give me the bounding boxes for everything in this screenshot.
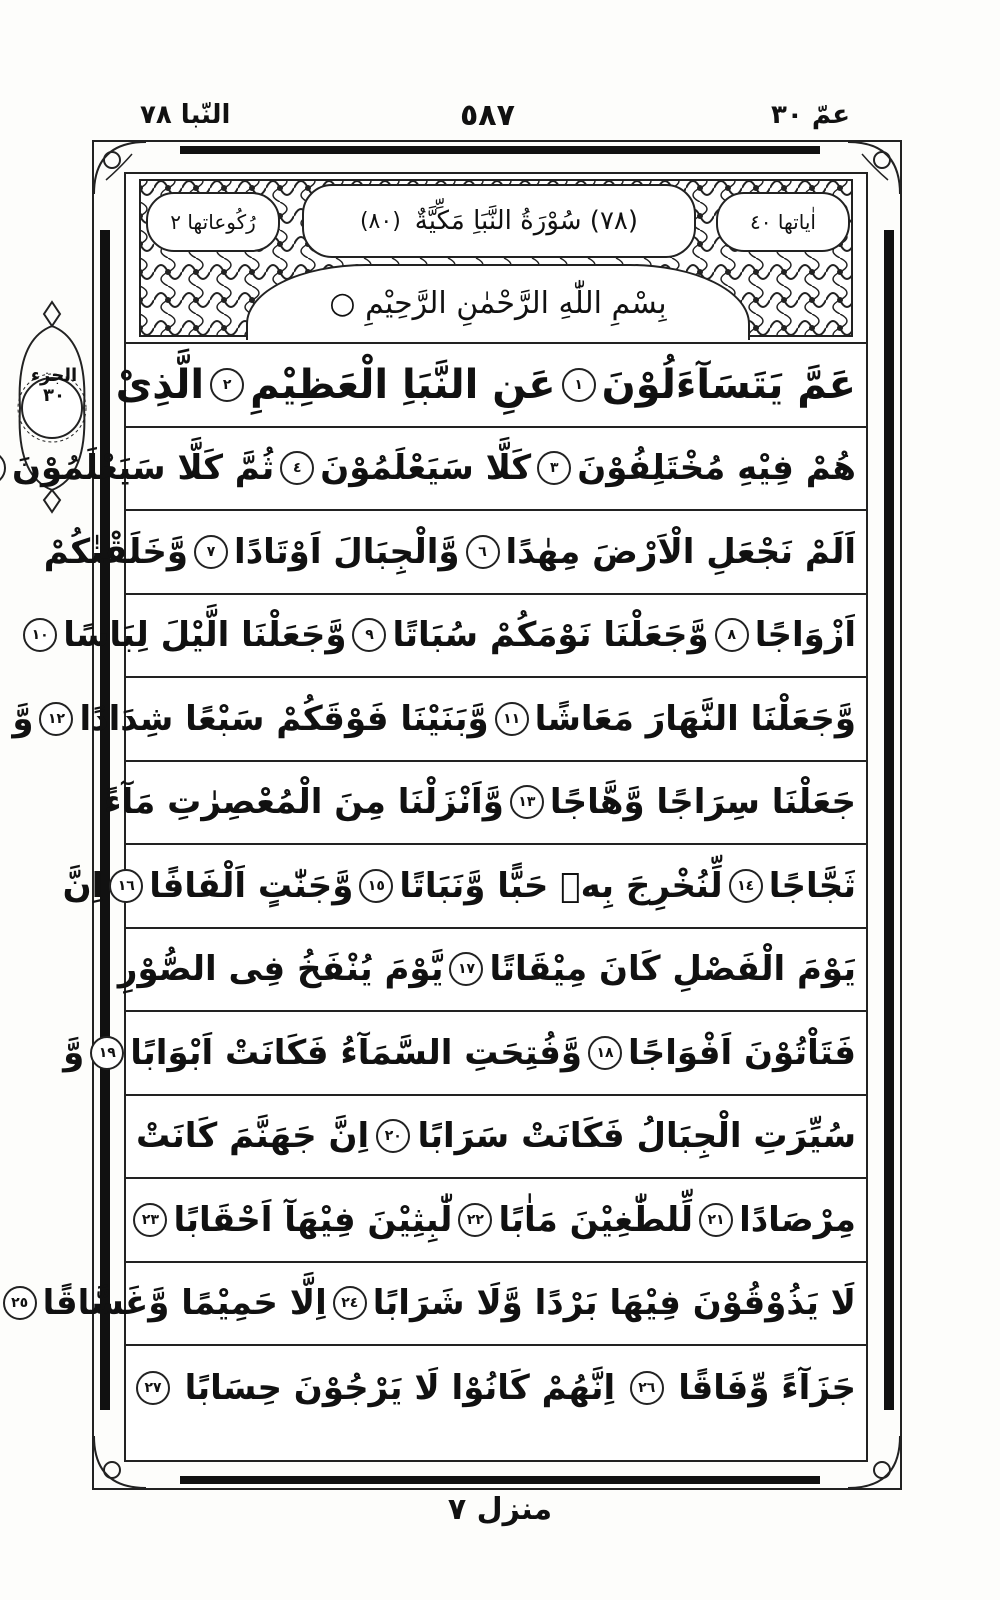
ayah-number-marker	[0, 451, 6, 485]
text-line	[63, 1012, 866, 1096]
verse-text: اِنَّ	[62, 865, 104, 906]
verse-text: لَا يَذُوْقُوْنَ فِيْهَا بَرْدًا وَّلَا شَرَابًا	[372, 1283, 856, 1324]
ayah-number-marker: ٢٣	[133, 1203, 167, 1237]
verse-text: اَلَمْ نَجْعَلِ الْاَرْضَ مِهٰدًا	[505, 531, 856, 572]
verse-text: يَوْمَ الْفَصْلِ كَانَ مِيْقَاتًا	[489, 949, 856, 990]
verse-text: وَّ	[12, 698, 34, 739]
verse-text: الَّذِىْ	[115, 361, 205, 408]
verse-text: عَمَّ يَتَسَآءَلُوْنَ	[601, 361, 856, 408]
ayah-number-marker: ٢٧	[136, 1371, 170, 1405]
ayah-number-marker: ٩	[352, 618, 386, 652]
ayah-number-marker: ١٥	[359, 869, 393, 903]
verse-text: اِنَّهُمْ كَانُوْا لَا يَرْجُوْنَ حِسَابًا	[184, 1367, 616, 1408]
verse-text: وَّاَنْزَلْنَا مِنَ الْمُعْصِرٰتِ مَآءً	[104, 782, 504, 823]
text-line	[62, 845, 866, 929]
ayah-number-marker: ١٣	[510, 785, 544, 819]
verse-text: وَّخَلَقْنٰكُمْ	[43, 531, 189, 572]
header-juz-label: عمّ ٣٠	[771, 100, 850, 130]
verse-text: لّٰبِثِيْنَ فِيْهَآ اَحْقَابًا	[173, 1199, 453, 1240]
page-number: ٥٨٧	[460, 98, 515, 133]
text-line	[115, 344, 866, 428]
ayah-number-marker: ١٢	[39, 702, 73, 736]
ayah-number-marker: ٣	[537, 451, 571, 485]
verse-text: وَّجَعَلْنَا النَّهَارَ مَعَاشًا	[534, 698, 856, 739]
text-line	[43, 511, 866, 595]
ayah-number-marker: ١١	[495, 702, 529, 736]
page-header	[120, 96, 870, 136]
ayah-number-marker: ١٨	[588, 1036, 622, 1070]
ayah-number-marker: ١٦	[109, 869, 143, 903]
rukus-count-cartouche	[146, 192, 280, 252]
bismillah-text: بِسْمِ اللّٰهِ الرَّحْمٰنِ الرَّحِيْمِ ○	[329, 285, 667, 321]
verse-text: مِرْصَادًا	[739, 1199, 856, 1240]
verse-text: لِّنُخْرِجَ بِهٖ حَبًّا وَّنَبَاتًا	[399, 865, 723, 906]
text-line	[104, 762, 866, 846]
ayah-number-marker: ٢	[210, 368, 244, 402]
ayat-count: اٰياتها ٤٠	[750, 210, 816, 234]
verse-text: عَنِ النَّبَاِ الْعَظِيْمِ	[250, 361, 556, 408]
manzil-footer: منزل ٧	[447, 1492, 553, 1527]
revelation-order: (٨٠)	[359, 208, 401, 234]
verse-text: ثَجَّاجًا	[768, 865, 856, 906]
ayah-number-marker: ٤	[280, 451, 314, 485]
rukus-count: رُكُوعاتها ٢	[170, 210, 256, 234]
ayah-number-marker: ٢٤	[333, 1286, 367, 1320]
verse-text: لِّلطّٰغِيْنَ مَاٰبًا	[498, 1199, 694, 1240]
verse-text: فَتَاْتُوْنَ اَفْوَاجًا	[627, 1032, 856, 1073]
text-line	[126, 1179, 866, 1263]
juz-marker: الجزء ٣٠	[30, 365, 78, 406]
ayah-number-marker: ١٤	[729, 869, 763, 903]
verse-text: ثُمَّ كَلَّا سَيَعْلَمُوْنَ	[12, 448, 275, 489]
header-surah-label: النّبا ٧٨	[140, 100, 231, 130]
ayah-number-marker: ١٩	[90, 1036, 124, 1070]
ayah-number-marker: ٢٦	[630, 1371, 664, 1405]
verse-text: سُيِّرَتِ الْجِبَالُ فَكَانَتْ سَرَابًا	[417, 1116, 856, 1157]
ayah-number-marker: ٧	[194, 535, 228, 569]
verse-text: وَّجَنّٰتٍ اَلْفَافًا	[149, 865, 354, 906]
verse-text: كَلَّا سَيَعْلَمُوْنَ	[320, 448, 532, 489]
ayah-number-marker: ١٧	[449, 952, 483, 986]
verse-text: جَعَلْنَا سِرَاجًا وَّهَّاجًا	[549, 782, 856, 823]
verse-text: وَّجَعَلْنَا نَوْمَكُمْ سُبَاتًا	[392, 615, 709, 656]
verse-text: وَّ	[63, 1032, 85, 1073]
verse-text: اَزْوَاجًا	[754, 615, 856, 656]
verse-text: وَّجَعَلْنَا الَّيْلَ لِبَاسًا	[63, 615, 347, 656]
text-line	[12, 428, 866, 512]
verse-text: جَزَآءً وِّفَاقًا	[678, 1367, 856, 1408]
verse-text: هُمْ فِيْهِ مُخْتَلِفُوْنَ	[577, 448, 856, 489]
verse-text: وَّفُتِحَتِ السَّمَآءُ فَكَانَتْ اَبْوَابًا	[130, 1032, 582, 1073]
text-line	[31, 595, 866, 679]
bismillah	[246, 264, 750, 340]
ayah-number-marker: ٢٥	[3, 1286, 37, 1320]
verse-text: وَّالْجِبَالَ اَوْتَادًا	[234, 531, 460, 572]
ayah-number-marker: ٦	[466, 535, 500, 569]
text-line	[126, 1096, 866, 1180]
text-line	[126, 1346, 866, 1430]
verse-text: اِلَّا حَمِيْمًا وَّغَسَّاقًا	[42, 1283, 327, 1324]
ayat-count-cartouche	[716, 192, 850, 252]
text-line	[11, 1263, 866, 1347]
text-line	[12, 678, 866, 762]
surah-header	[126, 174, 866, 344]
verse-text: يَّوْمَ يُنْفَخُ فِى الصُّوْرِ	[117, 949, 444, 990]
ayah-number-marker: ١	[562, 368, 596, 402]
ayah-number-marker: ٢٠	[376, 1119, 410, 1153]
surah-title: (٧٨) سُوْرَةُ النَّبَاِ مَكِّيَّةٌ	[414, 206, 639, 236]
ayah-number-marker: ٢١	[699, 1203, 733, 1237]
verse-text: اِنَّ جَهَنَّمَ كَانَتْ	[136, 1116, 370, 1157]
text-line	[117, 929, 866, 1013]
verse-text: وَّبَنَيْنَا فَوْقَكُمْ سَبْعًا شِدَادًا	[79, 698, 489, 739]
surah-title-cartouche	[302, 184, 696, 258]
ayah-number-marker: ٨	[715, 618, 749, 652]
ayah-number-marker: ٢٢	[458, 1203, 492, 1237]
ayah-number-marker: ١٠	[23, 618, 57, 652]
